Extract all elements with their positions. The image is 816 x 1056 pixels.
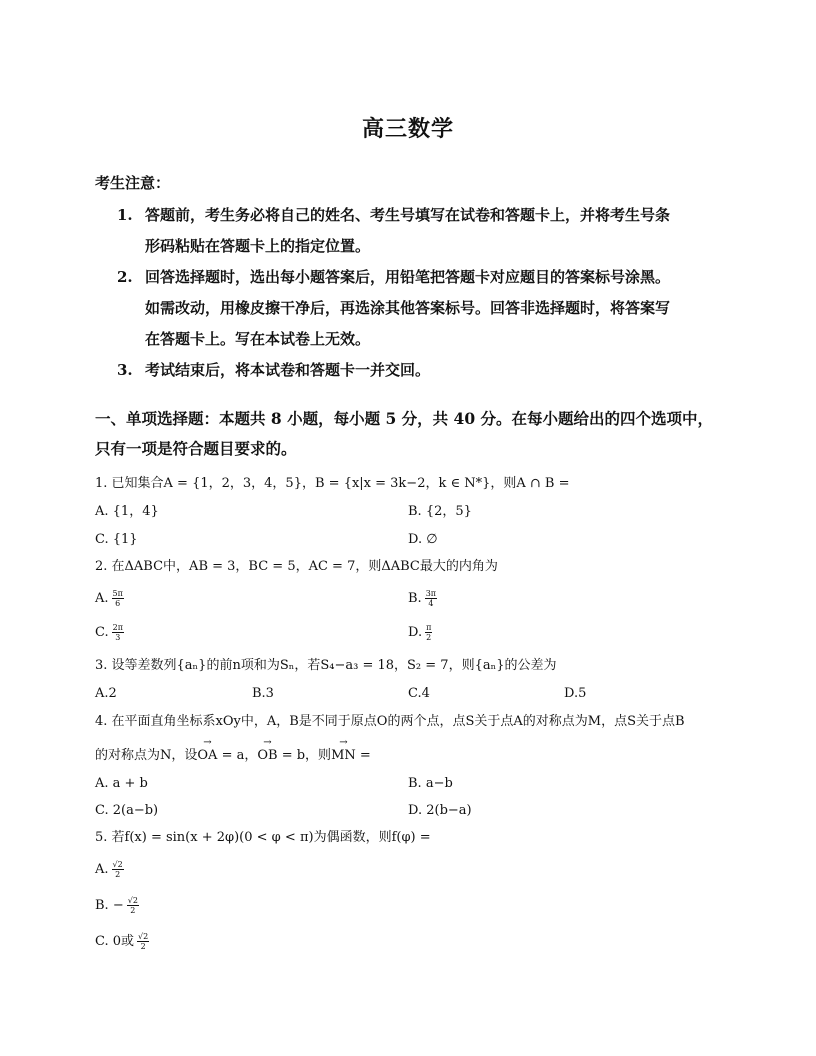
q1-option-d[interactable]: D. ∅ xyxy=(408,532,438,547)
denominator: 4 xyxy=(428,599,434,608)
denominator: 2 xyxy=(426,633,432,642)
notice-heading: 考生注意： xyxy=(95,174,171,192)
fraction xyxy=(425,589,437,608)
q5-option-b[interactable] xyxy=(95,896,139,916)
section-heading-line: 一、单项选择题：本题共 8 小题，每小题 5 分，共 40 分。在每小题给出的四个选项中， xyxy=(95,409,714,428)
q5-option-a[interactable] xyxy=(95,860,124,880)
vector-mn: → MN xyxy=(331,746,356,766)
q4-option-b[interactable]: B. a−b xyxy=(408,776,453,791)
option-label: C. xyxy=(95,625,109,640)
q1-option-b[interactable]: B. {2，5} xyxy=(408,504,472,519)
q3-option-b[interactable]: B.3 xyxy=(252,686,274,701)
notice-item-1 xyxy=(117,200,717,262)
fraction xyxy=(112,860,124,879)
fraction xyxy=(127,896,139,915)
page-title: 高三数学 xyxy=(361,116,454,142)
denominator: 6 xyxy=(115,599,121,608)
vector-oa: → OA xyxy=(197,746,217,766)
notice-text: 如需改动，用橡皮擦干净后，再选涂其他答案标号。回答非选择题时，将答案写 xyxy=(145,299,671,317)
question-2-stem: 2. 在ΔABC中，AB = 3，BC = 5，AC = 7，则ΔABC最大的内角为 xyxy=(95,559,498,574)
section-heading xyxy=(95,404,735,464)
q4-option-c[interactable]: C. 2(a−b) xyxy=(95,803,159,818)
notice-text: 在答题卡上。写在本试卷上无效。 xyxy=(145,330,371,348)
fraction xyxy=(137,932,149,951)
fraction xyxy=(112,623,124,642)
notice-text: 答题前，考生务必将自己的姓名、考生号填写在试卷和答题卡上，并将考生号条 xyxy=(145,206,671,224)
question-3-stem: 3. 设等差数列{aₙ}的前n项和为Sₙ，若S₄−a₃ = 18，S₂ = 7，则{aₙ}的公差为 xyxy=(95,658,557,673)
question-4-stem: 4. 在平面直角坐标系xOy中，A，B是不同于原点O的两个点，点S关于点A的对称点为M，点S关于点B xyxy=(95,714,685,729)
denominator: 2 xyxy=(115,870,121,879)
q2-option-a[interactable] xyxy=(95,589,124,609)
question-1-stem: 1. 已知集合A = {1，2，3，4，5}，B = {x|x = 3k−2，k ∈ N*}，则A ∩ B = xyxy=(95,476,570,491)
numerator: π xyxy=(426,623,432,632)
question-5-stem: 5. 若f(x) = sin(x + 2φ)(0 < φ < π)为偶函数，则f(φ) = xyxy=(95,830,431,845)
stem-text: = a， xyxy=(217,748,258,763)
q2-option-c[interactable] xyxy=(95,623,124,643)
q3-option-c[interactable]: C.4 xyxy=(408,686,430,701)
question-4-stem-line2 xyxy=(95,746,735,766)
q2-option-b[interactable] xyxy=(408,589,437,609)
numerator: √2 xyxy=(138,932,149,941)
notice-item-2 xyxy=(117,262,717,355)
vector-ob: → OB xyxy=(257,746,277,766)
notice-text: 形码粘贴在答题卡上的指定位置。 xyxy=(145,237,371,255)
q4-option-a[interactable]: A. a + b xyxy=(95,776,148,791)
option-label: D. xyxy=(408,625,423,640)
q4-option-d[interactable]: D. 2(b−a) xyxy=(408,803,472,818)
numerator: 2π xyxy=(112,623,123,632)
q3-option-d[interactable]: D.5 xyxy=(564,686,587,701)
denominator: 2 xyxy=(140,942,146,951)
notice-item-3 xyxy=(117,355,717,386)
fraction xyxy=(425,623,432,642)
option-label: B. − xyxy=(95,898,124,913)
section-heading-line: 只有一项是符合题目要求的。 xyxy=(95,439,297,458)
fraction xyxy=(112,589,124,608)
option-label: A. xyxy=(95,591,109,606)
q3-option-a[interactable]: A.2 xyxy=(95,686,117,701)
option-label: C. 0或 xyxy=(95,934,135,949)
numerator: √2 xyxy=(112,860,123,869)
q1-option-c[interactable]: C. {1} xyxy=(95,532,138,547)
stem-text: = xyxy=(355,748,371,763)
numerator: 5π xyxy=(112,589,123,598)
q5-option-c[interactable] xyxy=(95,932,149,952)
option-label: A. xyxy=(95,862,109,877)
denominator: 3 xyxy=(115,633,121,642)
notice-number: 1. xyxy=(117,206,133,224)
notice-number: 2. xyxy=(117,268,133,286)
option-label: B. xyxy=(408,591,422,606)
stem-text: 的对称点为N，设 xyxy=(95,748,198,763)
q1-option-a[interactable]: A. {1，4} xyxy=(95,504,159,519)
notice-text: 回答选择题时，选出每小题答案后，用铅笔把答题卡对应题目的答案标号涂黑。 xyxy=(145,268,671,286)
denominator: 2 xyxy=(130,906,136,915)
stem-text: = b，则 xyxy=(277,748,332,763)
numerator: √2 xyxy=(127,896,138,905)
notice-text: 考试结束后，将本试卷和答题卡一并交回。 xyxy=(145,361,431,379)
numerator: 3π xyxy=(425,589,437,598)
notice-number: 3. xyxy=(117,361,133,379)
q2-option-d[interactable] xyxy=(408,623,432,643)
